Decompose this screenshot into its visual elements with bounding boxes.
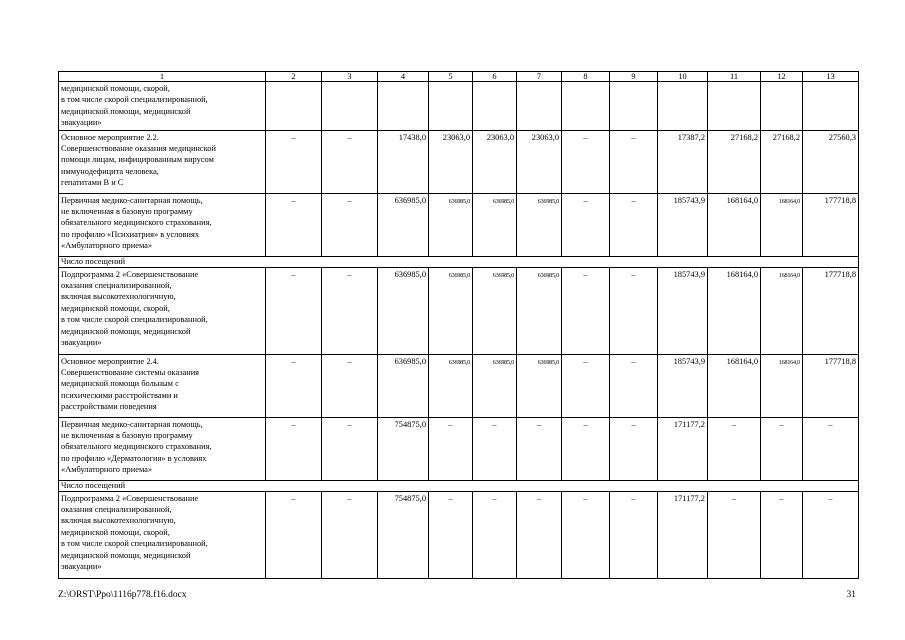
column-header: 10: [658, 72, 708, 82]
table-cell: 177718,8: [803, 267, 859, 354]
table-cell: 636985,0: [429, 267, 473, 354]
table-cell: –: [266, 193, 322, 256]
table-cell: 168164,0: [761, 354, 803, 417]
column-header: 7: [517, 72, 562, 82]
table-cell: –: [708, 417, 761, 480]
table-cell: –: [708, 491, 761, 578]
table-cell: –: [562, 354, 610, 417]
section-row: [59, 256, 859, 267]
table-cell: –: [562, 417, 610, 480]
table-cell: –: [266, 354, 322, 417]
section-row: [59, 480, 859, 491]
table-cell: 636985,0: [378, 267, 429, 354]
table-cell: 636985,0: [517, 354, 562, 417]
table-cell: –: [517, 417, 562, 480]
table-cell: 636985,0: [473, 193, 517, 256]
table-cell: –: [473, 417, 517, 480]
column-header: 3: [322, 72, 378, 82]
table-cell: –: [610, 130, 658, 193]
table-cell: 17387,2: [658, 130, 708, 193]
table-row: [59, 354, 859, 417]
table-cell: 636985,0: [378, 354, 429, 417]
table-cell: 185743,9: [658, 193, 708, 256]
table-cell: 177718,8: [803, 193, 859, 256]
table-cell: –: [322, 267, 378, 354]
budget-table: [58, 71, 859, 579]
table-cell: 636985,0: [429, 193, 473, 256]
table-cell: 754875,0: [378, 417, 429, 480]
column-number-row: [59, 72, 859, 82]
table-cell: –: [429, 417, 473, 480]
column-header: 12: [761, 72, 803, 82]
section-label: Число посещений: [59, 480, 859, 491]
table-cell: –: [266, 130, 322, 193]
table-cell: –: [610, 267, 658, 354]
table-cell: 636985,0: [517, 267, 562, 354]
table-cell: 185743,9: [658, 354, 708, 417]
table-body: [59, 72, 859, 579]
section-label: Число посещений: [59, 256, 859, 267]
table-row: [59, 491, 859, 578]
row-description: Основное мероприятие 2.4. Совершенствование системы оказания медицинской помощи больным с психическими расстройствами и расстройствами поведения: [59, 354, 266, 417]
table-cell: 23063,0: [473, 130, 517, 193]
table-cell: –: [562, 267, 610, 354]
table-cell: [658, 82, 708, 131]
table-cell: –: [562, 491, 610, 578]
table-cell: [761, 82, 803, 131]
table-cell: –: [562, 130, 610, 193]
column-header: 1: [59, 72, 266, 82]
table-cell: 171177,2: [658, 417, 708, 480]
table-cell: 27560,3: [803, 130, 859, 193]
table-cell: 23063,0: [517, 130, 562, 193]
column-header: 9: [610, 72, 658, 82]
column-header: 8: [562, 72, 610, 82]
table-cell: 171177,2: [658, 491, 708, 578]
column-header: 4: [378, 72, 429, 82]
table-cell: 168164,0: [708, 354, 761, 417]
table-cell: [708, 82, 761, 131]
table-cell: –: [322, 130, 378, 193]
table-cell: –: [610, 491, 658, 578]
table-cell: –: [803, 491, 859, 578]
table-cell: [429, 82, 473, 131]
table-cell: –: [761, 417, 803, 480]
table-cell: –: [610, 417, 658, 480]
table-cell: 17438,0: [378, 130, 429, 193]
table-cell: 177718,8: [803, 354, 859, 417]
table-row: [59, 82, 859, 131]
table-cell: [610, 82, 658, 131]
column-header: 13: [803, 72, 859, 82]
column-header: 6: [473, 72, 517, 82]
row-description: Основное мероприятие 2.2. Совершенствование оказания медицинской помощи лицам, инфицированным вирусом иммунодефицита человека, гепатитами В и С: [59, 130, 266, 193]
table-cell: –: [322, 193, 378, 256]
table-cell: [517, 82, 562, 131]
table-cell: 636985,0: [473, 267, 517, 354]
table-row: [59, 130, 859, 193]
table-cell: [473, 82, 517, 131]
table-cell: [322, 82, 378, 131]
table-cell: 168164,0: [708, 193, 761, 256]
table-cell: 636985,0: [429, 354, 473, 417]
table-cell: 636985,0: [378, 193, 429, 256]
column-header: 5: [429, 72, 473, 82]
row-description: Первичная медико-санитарная помощь, не включенная в базовую программу обязательного медицинского страхования, по профилю «Дерматология» в условиях «Амбулаторного приема»: [59, 417, 266, 480]
column-header: 2: [266, 72, 322, 82]
table-cell: –: [322, 417, 378, 480]
table-cell: 636985,0: [517, 193, 562, 256]
row-description: Подпрограмма 2 «Совершенствование оказания специализированной, включая высокотехнологичную, медицинской помощи, скорой, в том числе скорой специализированной, медицинской помощи, медицинской эвакуации»: [59, 491, 266, 578]
table-cell: [803, 82, 859, 131]
row-description: Подпрограмма 2 «Совершенствование оказания специализированной, включая высокотехнологичную, медицинской помощи, скорой, в том числе скорой специализированной, медицинской помощи, медицинской эвакуации»: [59, 267, 266, 354]
table-row: [59, 417, 859, 480]
table-cell: 636985,0: [473, 354, 517, 417]
page-number: 31: [846, 590, 856, 600]
table-cell: 27168,2: [761, 130, 803, 193]
table-cell: –: [761, 491, 803, 578]
table-cell: –: [517, 491, 562, 578]
table-cell: –: [562, 193, 610, 256]
table-cell: 23063,0: [429, 130, 473, 193]
table-cell: –: [610, 354, 658, 417]
table-row: [59, 193, 859, 256]
table-cell: –: [473, 491, 517, 578]
table-cell: –: [610, 193, 658, 256]
table-cell: 168164,0: [708, 267, 761, 354]
table-cell: –: [803, 417, 859, 480]
table-cell: 168164,0: [761, 267, 803, 354]
column-header: 11: [708, 72, 761, 82]
table-cell: 185743,9: [658, 267, 708, 354]
table-cell: [378, 82, 429, 131]
table-row: [59, 267, 859, 354]
row-description: Первичная медико-санитарная помощь, не включенная в базовую программу обязательного медицинского страхования, по профилю «Психиатрия» в условиях «Амбулаторного приема»: [59, 193, 266, 256]
table-cell: –: [322, 354, 378, 417]
table-cell: [562, 82, 610, 131]
row-description: медицинской помощи, скорой, в том числе скорой специализированной, медицинской помощи, медицинской эвакуации»: [59, 82, 266, 131]
table-cell: 27168,2: [708, 130, 761, 193]
table-cell: –: [266, 417, 322, 480]
table-cell: –: [429, 491, 473, 578]
table-cell: 168164,0: [761, 193, 803, 256]
document-path: Z:\ORST\Ppo\1116p778.f16.docx: [58, 590, 187, 600]
table-cell: –: [322, 491, 378, 578]
table-cell: –: [266, 491, 322, 578]
table-cell: –: [266, 267, 322, 354]
table-cell: 754875,0: [378, 491, 429, 578]
table-cell: [266, 82, 322, 131]
